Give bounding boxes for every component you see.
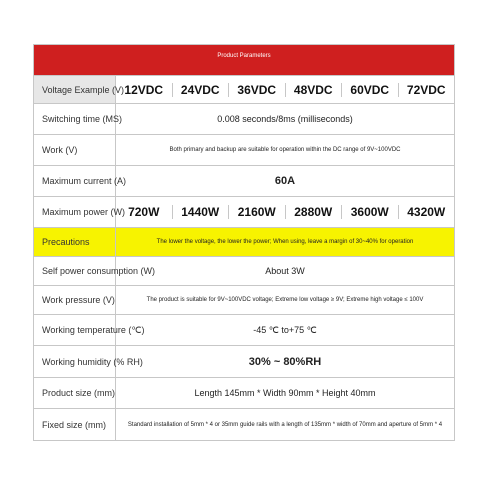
precautions-label: Precautions [34, 228, 116, 256]
switching-value: 0.008 seconds/8ms (milliseconds) [217, 114, 353, 124]
power-value-4: 2880W [286, 205, 343, 219]
size-row [34, 378, 454, 409]
temperature-row [34, 315, 454, 346]
power-value-5: 3600W [342, 205, 399, 219]
product-parameters-table [33, 44, 455, 441]
voltage-values [116, 76, 454, 103]
humidity-label: Working humidity (% RH) [34, 346, 116, 377]
work-value: Both primary and backup are suitable for operation within the DC range of 9V~100VDC [169, 147, 401, 153]
temperature-value: -45 ℃ to+75 ℃ [253, 324, 317, 335]
fixed-value: Standard installation of 5mm * 4 or 35mm guide rails with a length of 135mm * width of 70mm and aperture of 5mm * 4 [127, 421, 443, 428]
power-values [116, 197, 454, 227]
voltage-value-4: 48VDC [286, 83, 343, 97]
fixed-label: Fixed size (mm) [34, 409, 116, 440]
switching-label: Switching time (MS) [34, 104, 116, 134]
power-value-3: 2160W [229, 205, 286, 219]
table-header [34, 45, 454, 76]
work-pressure-label: Work pressure (V) [34, 286, 116, 314]
work-pressure-row [34, 286, 454, 315]
work-label: Work (V) [34, 135, 116, 165]
self-power-label: Self power consumption (W) [34, 257, 116, 285]
voltage-value-1: 12VDC [116, 83, 173, 97]
power-value-2: 1440W [173, 205, 230, 219]
work-row [34, 135, 454, 166]
temperature-label: Working temperature (℃) [34, 315, 116, 345]
current-row [34, 166, 454, 197]
power-value-1: 720W [116, 205, 173, 219]
size-value: Length 145mm * Width 90mm * Height 40mm [194, 388, 376, 398]
power-row [34, 197, 454, 228]
voltage-value-2: 24VDC [173, 83, 230, 97]
current-value: 60A [274, 175, 296, 187]
self-power-row [34, 257, 454, 286]
switching-row [34, 104, 454, 135]
fixed-row [34, 409, 454, 440]
power-label: Maximum power (W) [34, 197, 116, 227]
size-label: Product size (mm) [34, 378, 116, 408]
precautions-row [34, 228, 454, 257]
table-title: Product Parameters [217, 53, 271, 59]
precautions-value: The lower the voltage, the lower the power; When using, leave a margin of 30~40% for operation [116, 228, 454, 256]
voltage-row [34, 76, 454, 104]
work-pressure-value: The product is suitable for 9V~100VDC voltage; Extreme low voltage ≥ 9V; Extreme high voltage ≤ 100V [146, 297, 424, 303]
voltage-value-6: 72VDC [406, 82, 446, 97]
voltage-value-3: 36VDC [229, 83, 286, 97]
voltage-label: Voltage Example (V) [34, 76, 116, 103]
current-label: Maximum current (A) [34, 166, 116, 196]
self-power-value: About 3W [265, 266, 305, 276]
power-value-6: 4320W [407, 205, 446, 219]
humidity-value: 30% ~ 80%RH [248, 355, 322, 368]
voltage-value-5: 60VDC [342, 83, 399, 97]
humidity-row [34, 346, 454, 378]
